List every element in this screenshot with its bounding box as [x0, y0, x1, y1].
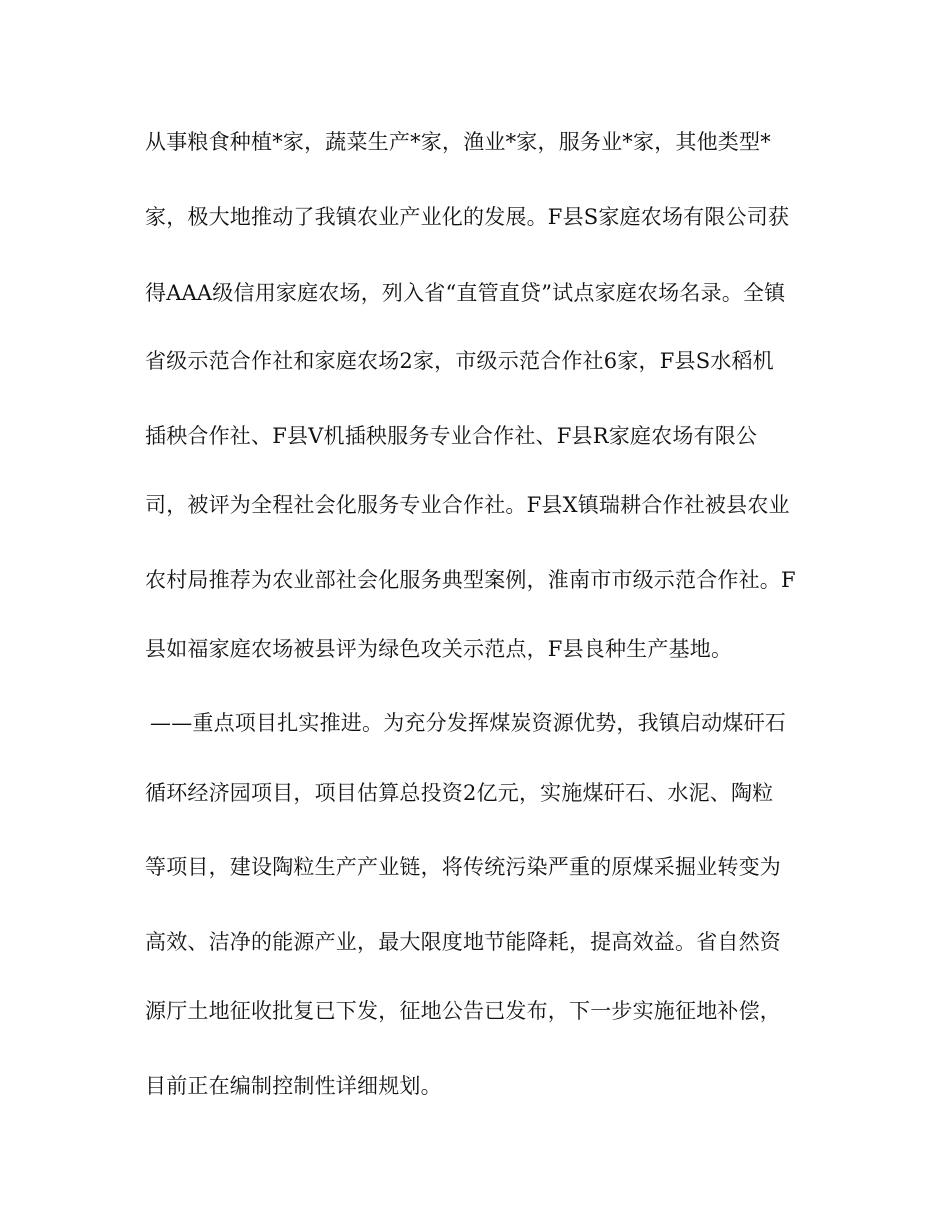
paragraph-line: 农村局推荐为农业部社会化服务典型案例，淮南市市级示范合作社。F — [145, 568, 796, 592]
paragraph-line: 高效、洁净的能源产业，最大限度地节能降耗，提高效益。省自然资 — [145, 930, 781, 954]
paragraph-line: 目前正在编制控制性详细规划。 — [145, 1074, 442, 1098]
paragraph-line: 省级示范合作社和家庭农场2家，市级示范合作社6家，F县S水稻机 — [145, 349, 774, 373]
paragraph-line: 得AAA级信用家庭农场，列入省“直管直贷”试点家庭农场名录。全镇 — [145, 281, 786, 305]
paragraph-line: 插秧合作社、F县V机插秧服务专业合作社、F县R家庭农场有限公 — [145, 424, 758, 448]
paragraph-line: 司，被评为全程社会化服务专业合作社。F县X镇瑞耕合作社被县农业 — [145, 493, 790, 517]
paragraph-line: 循环经济园项目，项目估算总投资2亿元，实施煤矸石、水泥、陶粒 — [145, 781, 774, 805]
paragraph-line: 从事粮食种植*家，蔬菜生产*家，渔业*家，服务业*家，其他类型* — [145, 130, 771, 154]
paragraph-line: 家，极大地推动了我镇农业产业化的发展。F县S家庭农场有限公司获 — [145, 205, 790, 229]
paragraph-line: 等项目，建设陶粒生产产业链，将传统污染严重的原煤采掘业转变为 — [145, 855, 781, 879]
paragraph-line-heading: ——重点项目扎实推进。为充分发挥煤炭资源优势，我镇启动煤矸石 — [150, 711, 786, 735]
paragraph-line: 县如福家庭农场被县评为绿色攻关示范点，F县良种生产基地。 — [145, 637, 733, 661]
paragraph-line: 源厅土地征收批复已下发，征地公告已发布，下一步实施征地补偿， — [145, 999, 781, 1023]
